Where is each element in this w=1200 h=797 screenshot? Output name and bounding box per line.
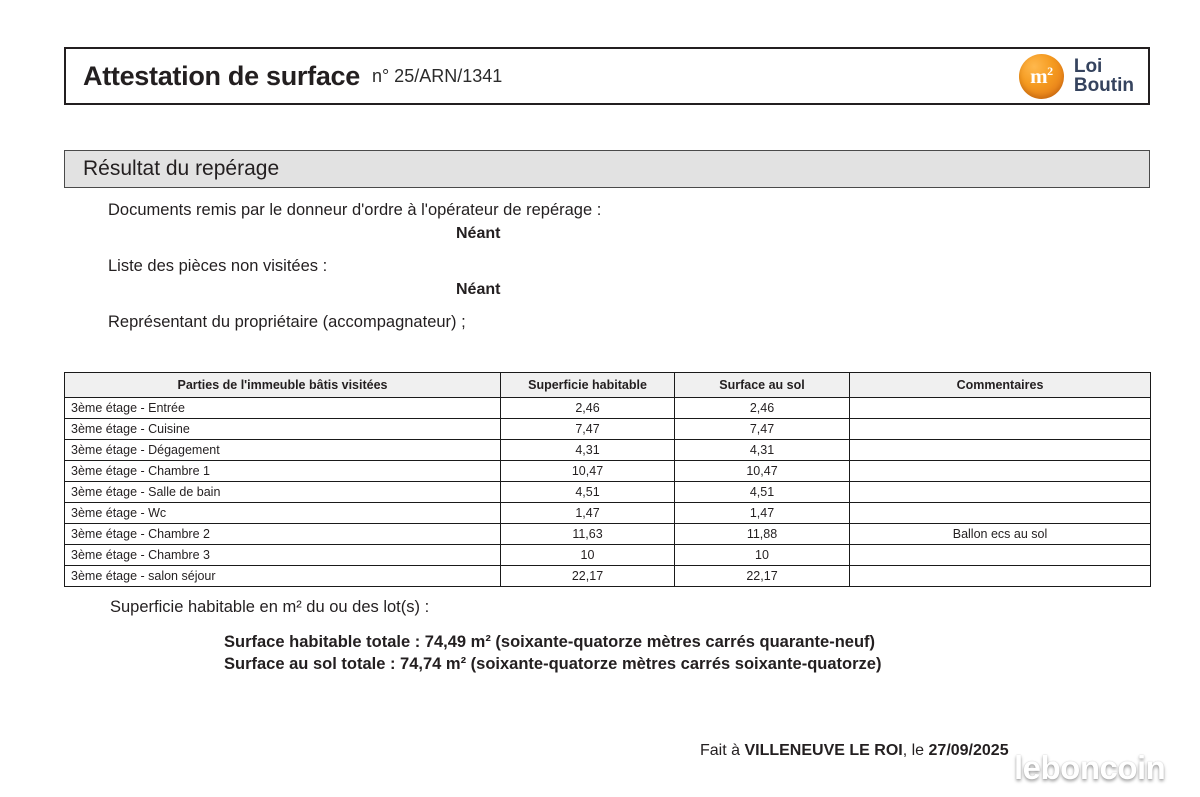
totals-intro-label: Superficie habitable en m² du ou des lot(s) :	[110, 598, 430, 616]
leboncoin-watermark: leboncoin	[1014, 749, 1166, 786]
cell-habitable: 22,17	[501, 566, 675, 587]
logo-line-1: Loi	[1073, 55, 1103, 77]
document-title-bar	[64, 47, 1150, 105]
cell-room-name: 3ème étage - Cuisine	[65, 419, 501, 440]
section-heading: Résultat du repérage	[83, 157, 280, 180]
cell-comment	[850, 482, 1151, 503]
table-row	[65, 419, 1151, 440]
cell-habitable: 4,51	[501, 482, 675, 503]
cell-surface-sol: 22,17	[675, 566, 850, 587]
logo-text	[1074, 57, 1134, 96]
table-row	[65, 398, 1151, 419]
cell-surface-sol: 11,88	[675, 524, 850, 545]
surface-table	[64, 372, 1151, 587]
loi-boutin-logo	[1019, 54, 1134, 99]
signature-date: 27/09/2025	[928, 742, 1009, 759]
table-row	[65, 545, 1151, 566]
total-habitable-line: Surface habitable totale : 74,49 m² (soixante-quatorze mètres carrés quarante-neuf)	[224, 633, 876, 651]
page-title: Attestation de surface	[83, 60, 360, 91]
cell-room-name: 3ème étage - Dégagement	[65, 440, 501, 461]
cell-surface-sol: 10	[675, 545, 850, 566]
signature-line	[700, 742, 1009, 760]
cell-room-name: 3ème étage - Salle de bain	[65, 482, 501, 503]
cell-surface-sol: 4,31	[675, 440, 850, 461]
cell-surface-sol: 2,46	[675, 398, 850, 419]
cell-comment: Ballon ecs au sol	[850, 524, 1151, 545]
unvisited-rooms-value: Néant	[456, 280, 501, 298]
documents-provided-label: Documents remis par le donneur d'ordre à l'opérateur de repérage :	[108, 201, 602, 219]
cell-habitable: 10,47	[501, 461, 675, 482]
cell-room-name: 3ème étage - Chambre 1	[65, 461, 501, 482]
cell-room-name: 3ème étage - Chambre 2	[65, 524, 501, 545]
column-header-superficie-habitable: Superficie habitable	[501, 373, 675, 398]
cell-surface-sol: 1,47	[675, 503, 850, 524]
cell-habitable: 2,46	[501, 398, 675, 419]
documents-provided-value: Néant	[456, 224, 501, 242]
table-row	[65, 440, 1151, 461]
signature-middle: , le	[902, 742, 929, 759]
signature-city: VILLENEUVE LE ROI	[744, 742, 903, 759]
signature-prefix: Fait à	[700, 742, 745, 759]
section-header-bar	[64, 150, 1150, 188]
cell-room-name: 3ème étage - Entrée	[65, 398, 501, 419]
cell-room-name: 3ème étage - Chambre 3	[65, 545, 501, 566]
cell-surface-sol: 4,51	[675, 482, 850, 503]
column-header-parties: Parties de l'immeuble bâtis visitées	[65, 373, 501, 398]
cell-room-name: 3ème étage - salon séjour	[65, 566, 501, 587]
cell-comment	[850, 566, 1151, 587]
badge-exponent: 2	[1047, 64, 1053, 78]
cell-room-name: 3ème étage - Wc	[65, 503, 501, 524]
cell-habitable: 4,31	[501, 440, 675, 461]
logo-line-2: Boutin	[1073, 75, 1134, 96]
table-body	[65, 398, 1151, 587]
document-reference: n° 25/ARN/1341	[371, 65, 503, 86]
total-sol-line: Surface au sol totale : 74,74 m² (soixante-quatorze mètres carrés soixante-quatorze)	[224, 655, 882, 674]
unvisited-rooms-label: Liste des pièces non visitées :	[108, 256, 328, 275]
badge-letter: m	[1030, 64, 1048, 88]
cell-surface-sol: 7,47	[675, 419, 850, 440]
cell-comment	[850, 398, 1151, 419]
column-header-commentaires: Commentaires	[850, 373, 1151, 398]
cell-comment	[850, 419, 1151, 440]
cell-surface-sol: 10,47	[675, 461, 850, 482]
cell-comment	[850, 545, 1151, 566]
cell-habitable: 11,63	[501, 524, 675, 545]
cell-comment	[850, 461, 1151, 482]
table-row	[65, 524, 1151, 545]
owner-representative-label: Représentant du propriétaire (accompagnateur) ;	[108, 312, 466, 331]
table-row	[65, 503, 1151, 524]
column-header-surface-au-sol: Surface au sol	[675, 373, 850, 398]
square-meter-badge-icon	[1019, 54, 1064, 99]
cell-habitable: 1,47	[501, 503, 675, 524]
table-row	[65, 566, 1151, 587]
info-block	[108, 200, 1008, 334]
totals-block	[110, 598, 1070, 676]
cell-habitable: 10	[501, 545, 675, 566]
table-row	[65, 482, 1151, 503]
table-row	[65, 461, 1151, 482]
cell-comment	[850, 440, 1151, 461]
table-header-row	[65, 373, 1151, 398]
cell-habitable: 7,47	[501, 419, 675, 440]
cell-comment	[850, 503, 1151, 524]
